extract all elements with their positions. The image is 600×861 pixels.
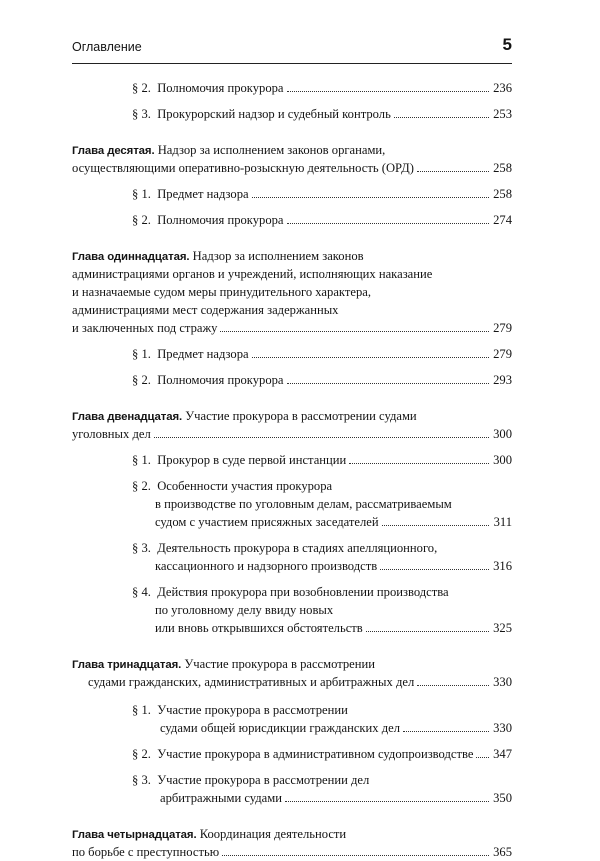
chapter-title-line: Надзор за исполнением законов органами,: [157, 143, 386, 157]
section-number: § 1.: [132, 703, 151, 717]
dot-leader: [394, 117, 489, 118]
entry-page: 274: [493, 213, 512, 227]
chapter-title-line: Координация деятельности: [199, 827, 347, 841]
toc-chapter-13[interactable]: [72, 655, 512, 691]
entry-page: 330: [493, 675, 512, 689]
dot-leader: [366, 631, 489, 632]
entry-title: Полномочия прокурора: [157, 213, 284, 227]
entry-page: 258: [493, 187, 512, 201]
chapter-label: Глава десятая.: [72, 145, 155, 157]
chapter-label: Глава одиннадцатая.: [72, 251, 190, 263]
entry-page: 365: [493, 845, 512, 859]
toc-entry-ch10-s2[interactable]: [72, 211, 512, 229]
chapter-label: Глава четырнадцатая.: [72, 829, 197, 841]
section-number: § 1.: [132, 347, 151, 361]
section-number: § 1.: [132, 453, 151, 467]
dot-leader: [222, 855, 489, 856]
toc-entry-ch9-s3[interactable]: [72, 105, 512, 123]
entry-title-line: Деятельность прокурора в стадиях апелляционного,: [157, 541, 438, 555]
entry-title: Полномочия прокурора: [157, 373, 284, 387]
chapter-title-line: и заключенных под стражу: [72, 321, 218, 335]
dot-leader: [220, 331, 489, 332]
entry-page: 350: [493, 791, 512, 805]
dot-leader: [154, 437, 489, 438]
entry-title-line: кассационного и надзорного производств: [155, 559, 378, 573]
chapter-title-line: администрациями мест содержания задержанных: [72, 303, 339, 317]
running-title: Оглавление: [72, 40, 142, 54]
toc-entry-ch12-s4[interactable]: [72, 583, 512, 637]
toc-chapter-14[interactable]: [72, 825, 512, 861]
dot-leader: [287, 223, 490, 224]
toc-entry-ch13-s2[interactable]: [72, 745, 512, 763]
chapter-label: Глава двенадцатая.: [72, 411, 183, 423]
entry-page: 316: [493, 559, 512, 573]
toc-entry-ch12-s1[interactable]: [72, 451, 512, 469]
chapter-title-line: Участие прокурора в рассмотрении: [184, 657, 375, 671]
dot-leader: [285, 801, 489, 802]
section-number: § 3.: [132, 773, 151, 787]
entry-title-line: Участие прокурора в рассмотрении дел: [157, 773, 370, 787]
entry-page: 330: [493, 721, 512, 735]
chapter-title-line: осуществляющими оперативно-розыскную деятельность (ОРД): [72, 161, 414, 175]
chapter-title-line: и назначаемые судом меры принудительного характера,: [72, 285, 371, 299]
toc-entry-ch13-s3[interactable]: [72, 771, 512, 807]
entry-page: 293: [493, 373, 512, 387]
entry-title-line: судом с участием присяжных заседателей: [155, 515, 379, 529]
dot-leader: [417, 171, 489, 172]
section-number: § 3.: [132, 541, 151, 555]
entry-title: Прокурор в суде первой инстанции: [157, 453, 347, 467]
dot-leader: [380, 569, 489, 570]
section-number: § 2.: [132, 373, 151, 387]
entry-title-line: арбитражными судами: [160, 791, 282, 805]
toc-entry-ch9-s2[interactable]: [72, 79, 512, 97]
chapter-title-line: Надзор за исполнением законов: [192, 249, 364, 263]
entry-page: 236: [493, 81, 512, 95]
section-number: § 2.: [132, 213, 151, 227]
dot-leader: [252, 357, 489, 358]
section-number: § 2.: [132, 81, 151, 95]
toc-entry-ch11-s2[interactable]: [72, 371, 512, 389]
toc-entry-ch12-s2[interactable]: [72, 477, 512, 531]
toc-entry-ch10-s1[interactable]: [72, 185, 512, 203]
entry-title: Прокурорский надзор и судебный контроль: [157, 107, 391, 121]
entry-title: Предмет надзора: [157, 347, 249, 361]
entry-page: 300: [493, 453, 512, 467]
dot-leader: [382, 525, 489, 526]
entry-title: Предмет надзора: [157, 187, 249, 201]
section-number: § 3.: [132, 107, 151, 121]
chapter-label: Глава тринадцатая.: [72, 659, 182, 671]
entry-page: 300: [493, 427, 512, 441]
dot-leader: [349, 463, 489, 464]
dot-leader: [287, 383, 490, 384]
dot-leader: [287, 91, 490, 92]
toc-entry-ch12-s3[interactable]: [72, 539, 512, 575]
entry-title: Участие прокурора в административном судопроизводстве: [157, 747, 474, 761]
entry-page: 311: [493, 515, 512, 529]
page-number: 5: [502, 35, 512, 54]
entry-page: 279: [493, 347, 512, 361]
section-number: § 2.: [132, 747, 151, 761]
entry-page: 279: [493, 321, 512, 335]
dot-leader: [403, 731, 489, 732]
page-header: [72, 35, 512, 56]
entry-title-line: по уголовному делу ввиду новых: [155, 603, 334, 617]
toc-chapter-11[interactable]: [72, 247, 512, 337]
toc-chapter-12[interactable]: [72, 407, 512, 443]
entry-title-line: Действия прокурора при возобновлении производства: [157, 585, 449, 599]
entry-title-line: судами общей юрисдикции гражданских дел: [160, 721, 400, 735]
entry-title-line: или вновь открывшихся обстоятельств: [155, 621, 363, 635]
section-number: § 4.: [132, 585, 151, 599]
chapter-title-line: администрациями органов и учреждений, исполняющих наказание: [72, 267, 433, 281]
table-of-contents: [72, 79, 512, 861]
header-rule: [72, 63, 512, 64]
section-number: § 1.: [132, 187, 151, 201]
entry-title-line: Участие прокурора в рассмотрении: [157, 703, 348, 717]
chapter-title-line: Участие прокурора в рассмотрении судами: [185, 409, 417, 423]
dot-leader: [252, 197, 489, 198]
dot-leader: [417, 685, 489, 686]
entry-page: 258: [493, 161, 512, 175]
toc-entry-ch13-s1[interactable]: [72, 701, 512, 737]
chapter-title-line: уголовных дел: [72, 427, 151, 441]
toc-chapter-10[interactable]: [72, 141, 512, 177]
entry-title-line: в производстве по уголовным делам, рассматриваемым: [155, 497, 452, 511]
section-number: § 2.: [132, 479, 151, 493]
dot-leader: [476, 757, 489, 758]
chapter-title-line: по борьбе с преступностью: [72, 845, 220, 859]
chapter-title-line: судами гражданских, административных и арбитражных дел: [88, 675, 415, 689]
entry-title: Полномочия прокурора: [157, 81, 284, 95]
entry-page: 253: [493, 107, 512, 121]
toc-entry-ch11-s1[interactable]: [72, 345, 512, 363]
entry-page: 325: [493, 621, 512, 635]
entry-page: 347: [493, 747, 512, 761]
entry-title-line: Особенности участия прокурора: [157, 479, 333, 493]
